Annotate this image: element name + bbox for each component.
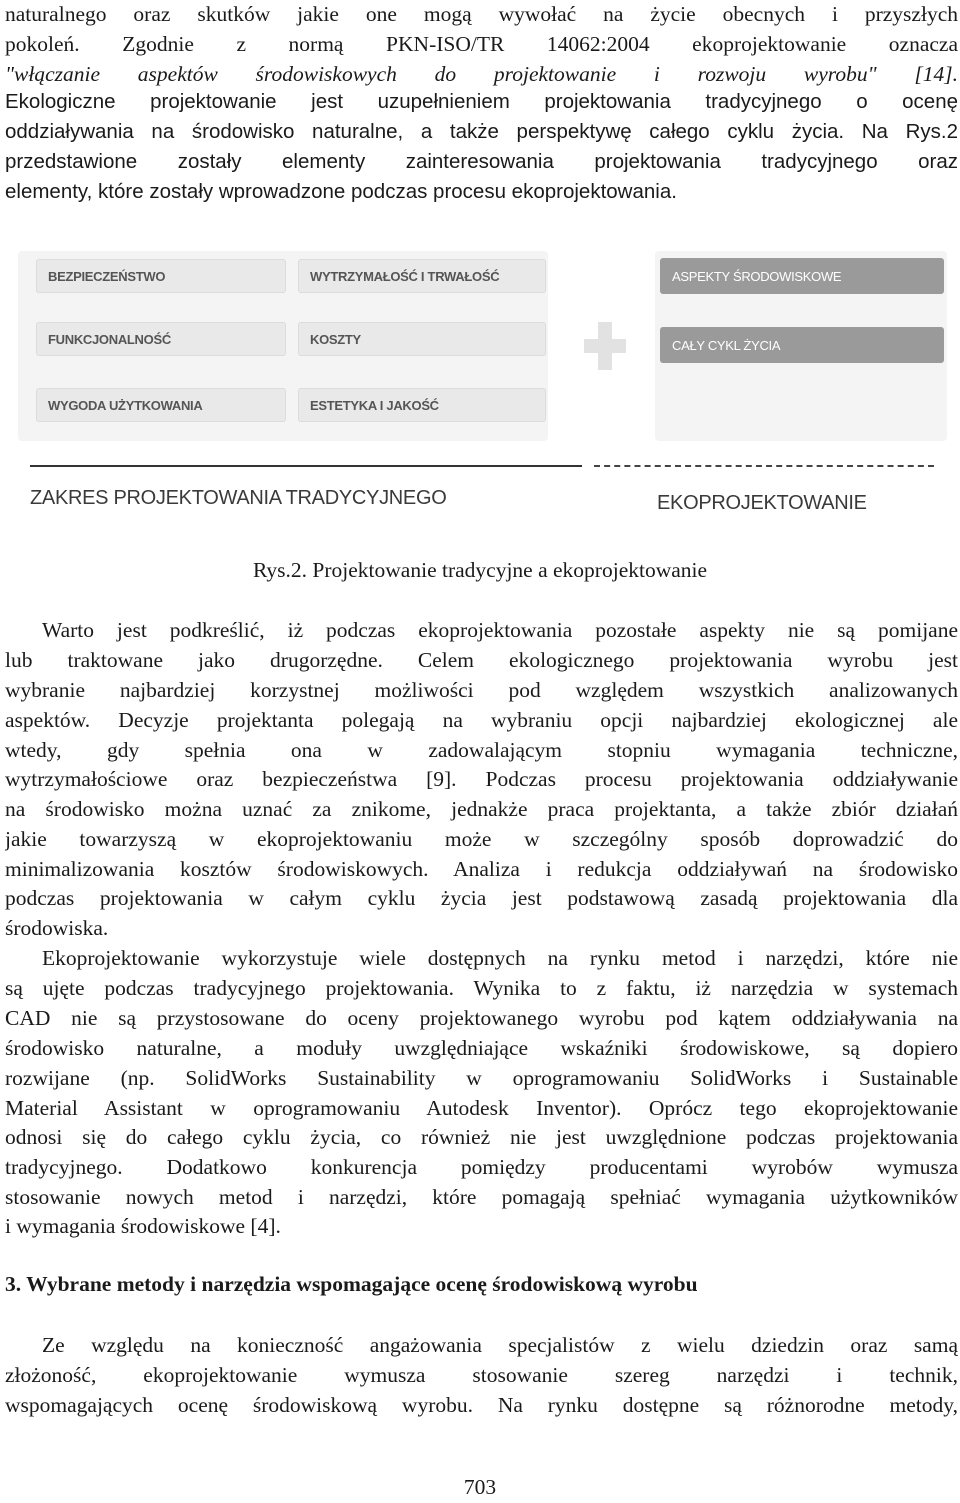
- figure-caption: Rys.2. Projektowanie tradycyjne a ekoprojektowanie: [252, 558, 708, 582]
- text-line: wspomagających ocenę środowiskową wyrobu. Na rynku dostępne są różnorodne metody,: [5, 1393, 958, 1417]
- text-line: pokoleń. Zgodnie z normą PKN-ISO/TR 14062:2004 ekoprojektowanie oznacza: [5, 32, 958, 56]
- text-line: wybranie najbardziej korzystnej możliwości pod względem wszystkich analizowanych: [5, 678, 958, 702]
- eco-scope-dashed-rule: [594, 465, 934, 467]
- page-number: 703: [463, 1475, 497, 1499]
- figure-design-comparison: [0, 245, 960, 525]
- text-line: Ze względu na konieczność angażowania specjalistów z wielu dziedzin oraz samą: [42, 1333, 958, 1357]
- text-line: minimalizowania kosztów środowiskowych. Analiza i redukcja oddziaływań na środowisko: [5, 857, 958, 881]
- box-aspekty-srodowiskowe: ASPEKTY ŚRODOWISKOWE: [660, 258, 944, 294]
- text-line: Ekologiczne projektowanie jest uzupełnieniem projektowania tradycyjnego o ocenę: [5, 90, 958, 113]
- box-wygoda: WYGODA UŻYTKOWANIA: [36, 388, 286, 422]
- text-line: podczas projektowania w całym cyklu życia jest podstawową zasadą projektowania dla: [5, 886, 958, 910]
- text-line: oddziaływania na środowisko naturalne, a także perspektywę całego cyklu życia. Na Rys.2: [5, 120, 958, 143]
- text-line: stosowanie nowych metod i narzędzi, które pomagają spełniać wymagania użytkowników: [5, 1185, 958, 1209]
- eco-scope-label: EKOPROJEKTOWANIE: [657, 492, 867, 514]
- plus-icon: [584, 322, 626, 370]
- traditional-scope-rule: [30, 465, 582, 467]
- text-line: aspektów. Decyzje projektanta polegają na wybraniu opcji najbardziej ekologicznej ale: [5, 708, 958, 732]
- text-line: środowisko naturalne, a moduły uwzględniające wskaźniki środowiskowe, są dopiero: [5, 1036, 958, 1060]
- text-line: tradycyjnego. Dodatkowo konkurencja pomiędzy producentami wyrobów wymusza: [5, 1155, 958, 1179]
- text-line: CAD nie są przystosowane do oceny projektowanego wyrobu pod kątem oddziaływania na: [5, 1006, 958, 1030]
- box-estetyka: ESTETYKA I JAKOŚĆ: [298, 388, 546, 422]
- text-line: "włączanie aspektów środowiskowych do projektowanie i rozwoju wyrobu" [14].: [5, 62, 958, 86]
- text-line: lub traktowane jako drugorzędne. Celem ekologicznego projektowania wyrobu jest: [5, 648, 958, 672]
- text-line: naturalnego oraz skutków jakie one mogą wywołać na życie obecnych i przyszłych: [5, 2, 958, 26]
- box-wytrzymalosc: WYTRZYMAŁOŚĆ I TRWAŁOŚĆ: [298, 259, 546, 293]
- text-line: i wymagania środowiskowe [4].: [5, 1214, 281, 1238]
- text-line: jakie towarzyszą w ekoprojektowaniu może w szczególny sposób doprowadzić do: [5, 827, 958, 851]
- text-line: Material Assistant w oprogramowaniu Autodesk Inventor). Oprócz tego ekoprojektowanie: [5, 1096, 958, 1120]
- box-koszty: KOSZTY: [298, 322, 546, 356]
- text-line: wytrzymałościowe oraz bezpieczeństwa [9]. Podczas procesu projektowania oddziaływanie: [5, 767, 958, 791]
- text-line: na środowisko można uznać za znikome, jednakże praca projektanta, a także zbiór działań: [5, 797, 958, 821]
- box-bezpieczenstwo: BEZPIECZEŃSTWO: [36, 259, 286, 293]
- box-funkcjonalnosc: FUNKCJONALNOŚĆ: [36, 322, 286, 356]
- box-caly-cykl-zycia: CAŁY CYKL ŻYCIA: [660, 327, 944, 363]
- text-line: środowiska.: [5, 916, 109, 940]
- text-line: złożoność, ekoprojektowanie wymusza stosowanie szereg narzędzi i technik,: [5, 1363, 958, 1387]
- text-line: odnosi się do całego cyklu życia, co również nie jest uwzględnione podczas projektowania: [5, 1125, 958, 1149]
- text-line: przedstawione zostały elementy zainteresowania projektowania tradycyjnego oraz: [5, 150, 958, 173]
- text-line: są ujęte podczas tradycyjnego projektowania. Wynika to z faktu, iż narzędzia w systemach: [5, 976, 958, 1000]
- traditional-scope-label: ZAKRES PROJEKTOWANIA TRADYCYJNEGO: [30, 487, 447, 509]
- text-line: wtedy, gdy spełnia ona w zadowalającym stopniu wymagania techniczne,: [5, 738, 958, 762]
- text-line: rozwijane (np. SolidWorks Sustainability w oprogramowaniu SolidWorks i Sustainable: [5, 1066, 958, 1090]
- section-heading: 3. Wybrane metody i narzędzia wspomagające ocenę środowiskową wyrobu: [5, 1272, 698, 1296]
- text-line: elementy, które zostały wprowadzone podczas procesu ekoprojektowania.: [5, 180, 677, 203]
- text-line: Warto jest podkreślić, iż podczas ekoprojektowania pozostałe aspekty nie są pomijane: [42, 618, 958, 642]
- text-line: Ekoprojektowanie wykorzystuje wiele dostępnych na rynku metod i narzędzi, które nie: [42, 946, 958, 970]
